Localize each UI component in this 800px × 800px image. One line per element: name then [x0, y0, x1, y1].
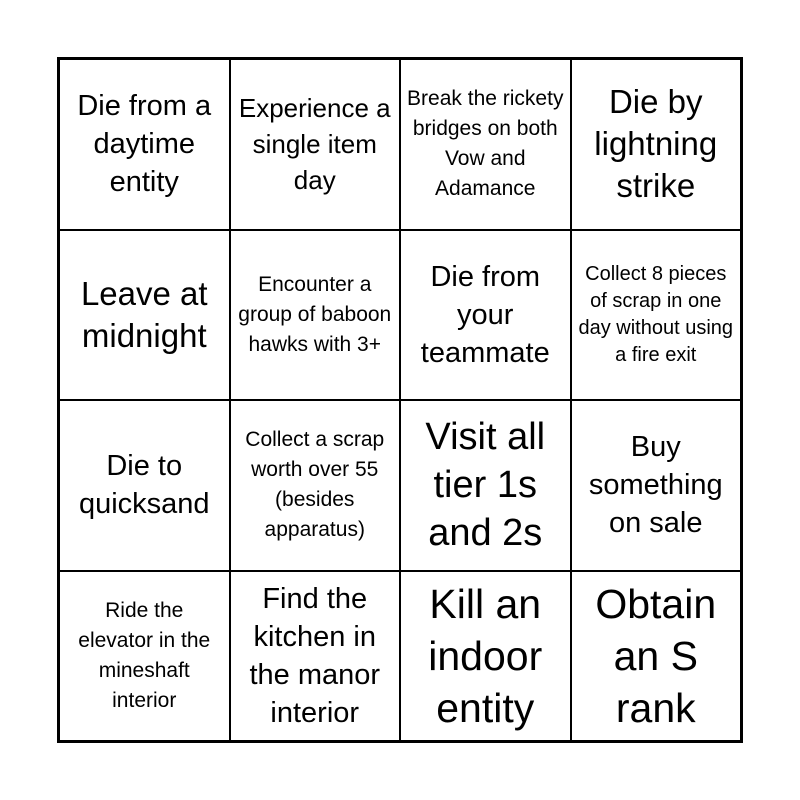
bingo-board — [57, 57, 743, 743]
bingo-cell[interactable] — [571, 230, 742, 401]
bingo-cell[interactable] — [59, 400, 230, 571]
bingo-cell[interactable] — [571, 571, 742, 742]
bingo-cell[interactable] — [400, 59, 571, 230]
bingo-cell-text: Buy something on sale — [588, 431, 723, 540]
bingo-cell-text: Visit all tier 1s and 2s — [425, 416, 546, 555]
bingo-cell[interactable] — [230, 400, 401, 571]
bingo-cell[interactable] — [59, 59, 230, 230]
bingo-cell-text: Ride the elevator in the mineshaft interior — [78, 598, 211, 712]
bingo-cell[interactable] — [230, 571, 401, 742]
bingo-cell-text: Die to quicksand — [78, 450, 210, 521]
bingo-cell-text: Find the kitchen in the manor interior — [249, 582, 381, 729]
bingo-cell-text: Kill an indoor entity — [428, 580, 543, 731]
bingo-cell[interactable] — [59, 230, 230, 401]
bingo-cell[interactable] — [59, 571, 230, 742]
bingo-cell[interactable] — [230, 230, 401, 401]
bingo-cell-text: Obtain an S rank — [595, 580, 717, 731]
bingo-cell-text: Encounter a group of baboon hawks with 3+ — [238, 272, 392, 356]
bingo-cell-text: Experience a single item day — [238, 93, 391, 196]
bingo-cell[interactable] — [571, 59, 742, 230]
bingo-cell-text: Leave at midnight — [80, 274, 208, 354]
bingo-cell[interactable] — [400, 400, 571, 571]
bingo-cell-text: Die from your teammate — [420, 260, 550, 369]
bingo-cell[interactable] — [400, 230, 571, 401]
bingo-cell[interactable] — [400, 571, 571, 742]
bingo-cell[interactable] — [230, 59, 401, 230]
bingo-cell-text: Die by lightning strike — [594, 83, 718, 205]
bingo-cell-text: Break the rickety bridges on both Vow and Adamance — [407, 87, 564, 201]
bingo-cell-text: Collect 8 pieces of scrap in one day without using a fire exit — [578, 262, 734, 366]
bingo-cell[interactable] — [571, 400, 742, 571]
bingo-cell-text: Collect a scrap worth over 55 (besides apparatus) — [245, 428, 385, 542]
bingo-cell-text: Die from a daytime entity — [77, 90, 212, 199]
